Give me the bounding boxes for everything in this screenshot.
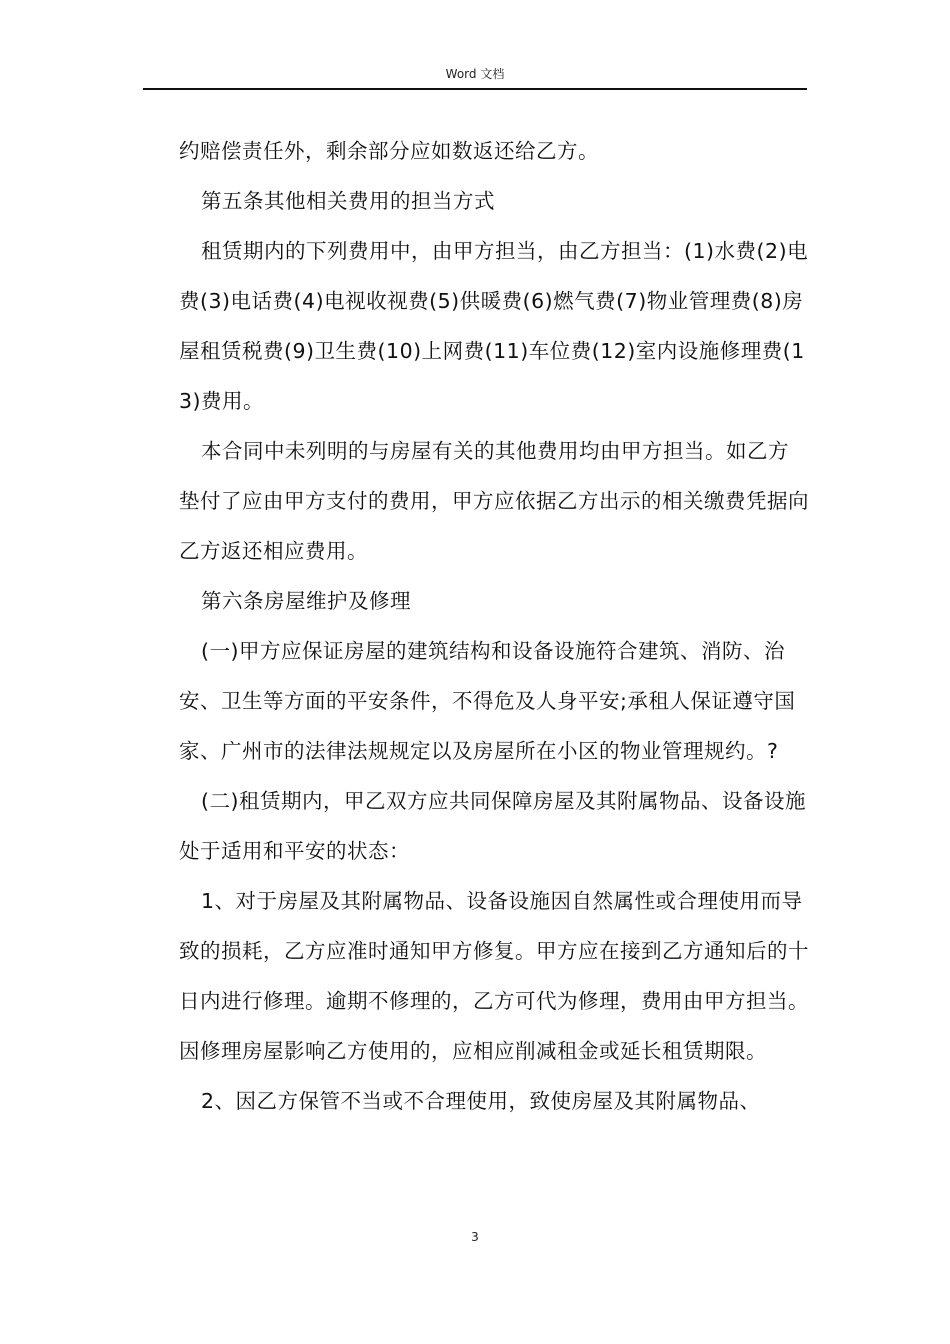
- section-heading: 第六条房屋维护及修理: [201, 589, 411, 613]
- paragraph: 2、因乙方保管不当或不合理使用，致使房屋及其附属物品、: [201, 1089, 761, 1113]
- section-heading: 第五条其他相关费用的担当方式: [201, 189, 495, 213]
- paragraph: 租赁期内的下列费用中，由甲方担当，由乙方担当：(1)水费(2)电费(3)电话费(4)电视收视费(5)供暖费(6)燃气费(7)物业管理费(8)房屋租赁税费(9)卫生费(10)上网费(11)车位费(12)室内设施修理费(13)费用。: [179, 239, 809, 413]
- paragraph: 1、对于房屋及其附属物品、设备设施因自然属性或合理使用而导致的损耗，乙方应准时通知甲方修复。甲方应在接到乙方通知后的十日内进行修理。逾期不修理的，乙方可代为修理，费用由甲方担当。因修理房屋影响乙方使用的，应相应削减租金或延长租赁期限。: [179, 889, 809, 1063]
- paragraph: 约赔偿责任外，剩余部分应如数返还给乙方。: [179, 139, 599, 163]
- page-number: 3: [471, 1230, 479, 1244]
- paragraph: (一)甲方应保证房屋的建筑结构和设备设施符合建筑、消防、治安、卫生等方面的平安条件，不得危及人身平安;承租人保证遵守国家、广州市的法律法规规定以及房屋所在小区的物业管理规约。?: [179, 639, 796, 763]
- document-body: [179, 126, 809, 1126]
- paragraph: (二)租赁期内，甲乙双方应共同保障房屋及其附属物品、设备设施处于适用和平安的状态：: [179, 789, 806, 863]
- paragraph: 本合同中未列明的与房屋有关的其他费用均由甲方担当。如乙方垫付了应由甲方支付的费用，甲方应依据乙方出示的相关缴费凭据向乙方返还相应费用。: [179, 439, 809, 563]
- header-divider: [143, 88, 807, 90]
- page-header: Word 文档: [445, 67, 505, 81]
